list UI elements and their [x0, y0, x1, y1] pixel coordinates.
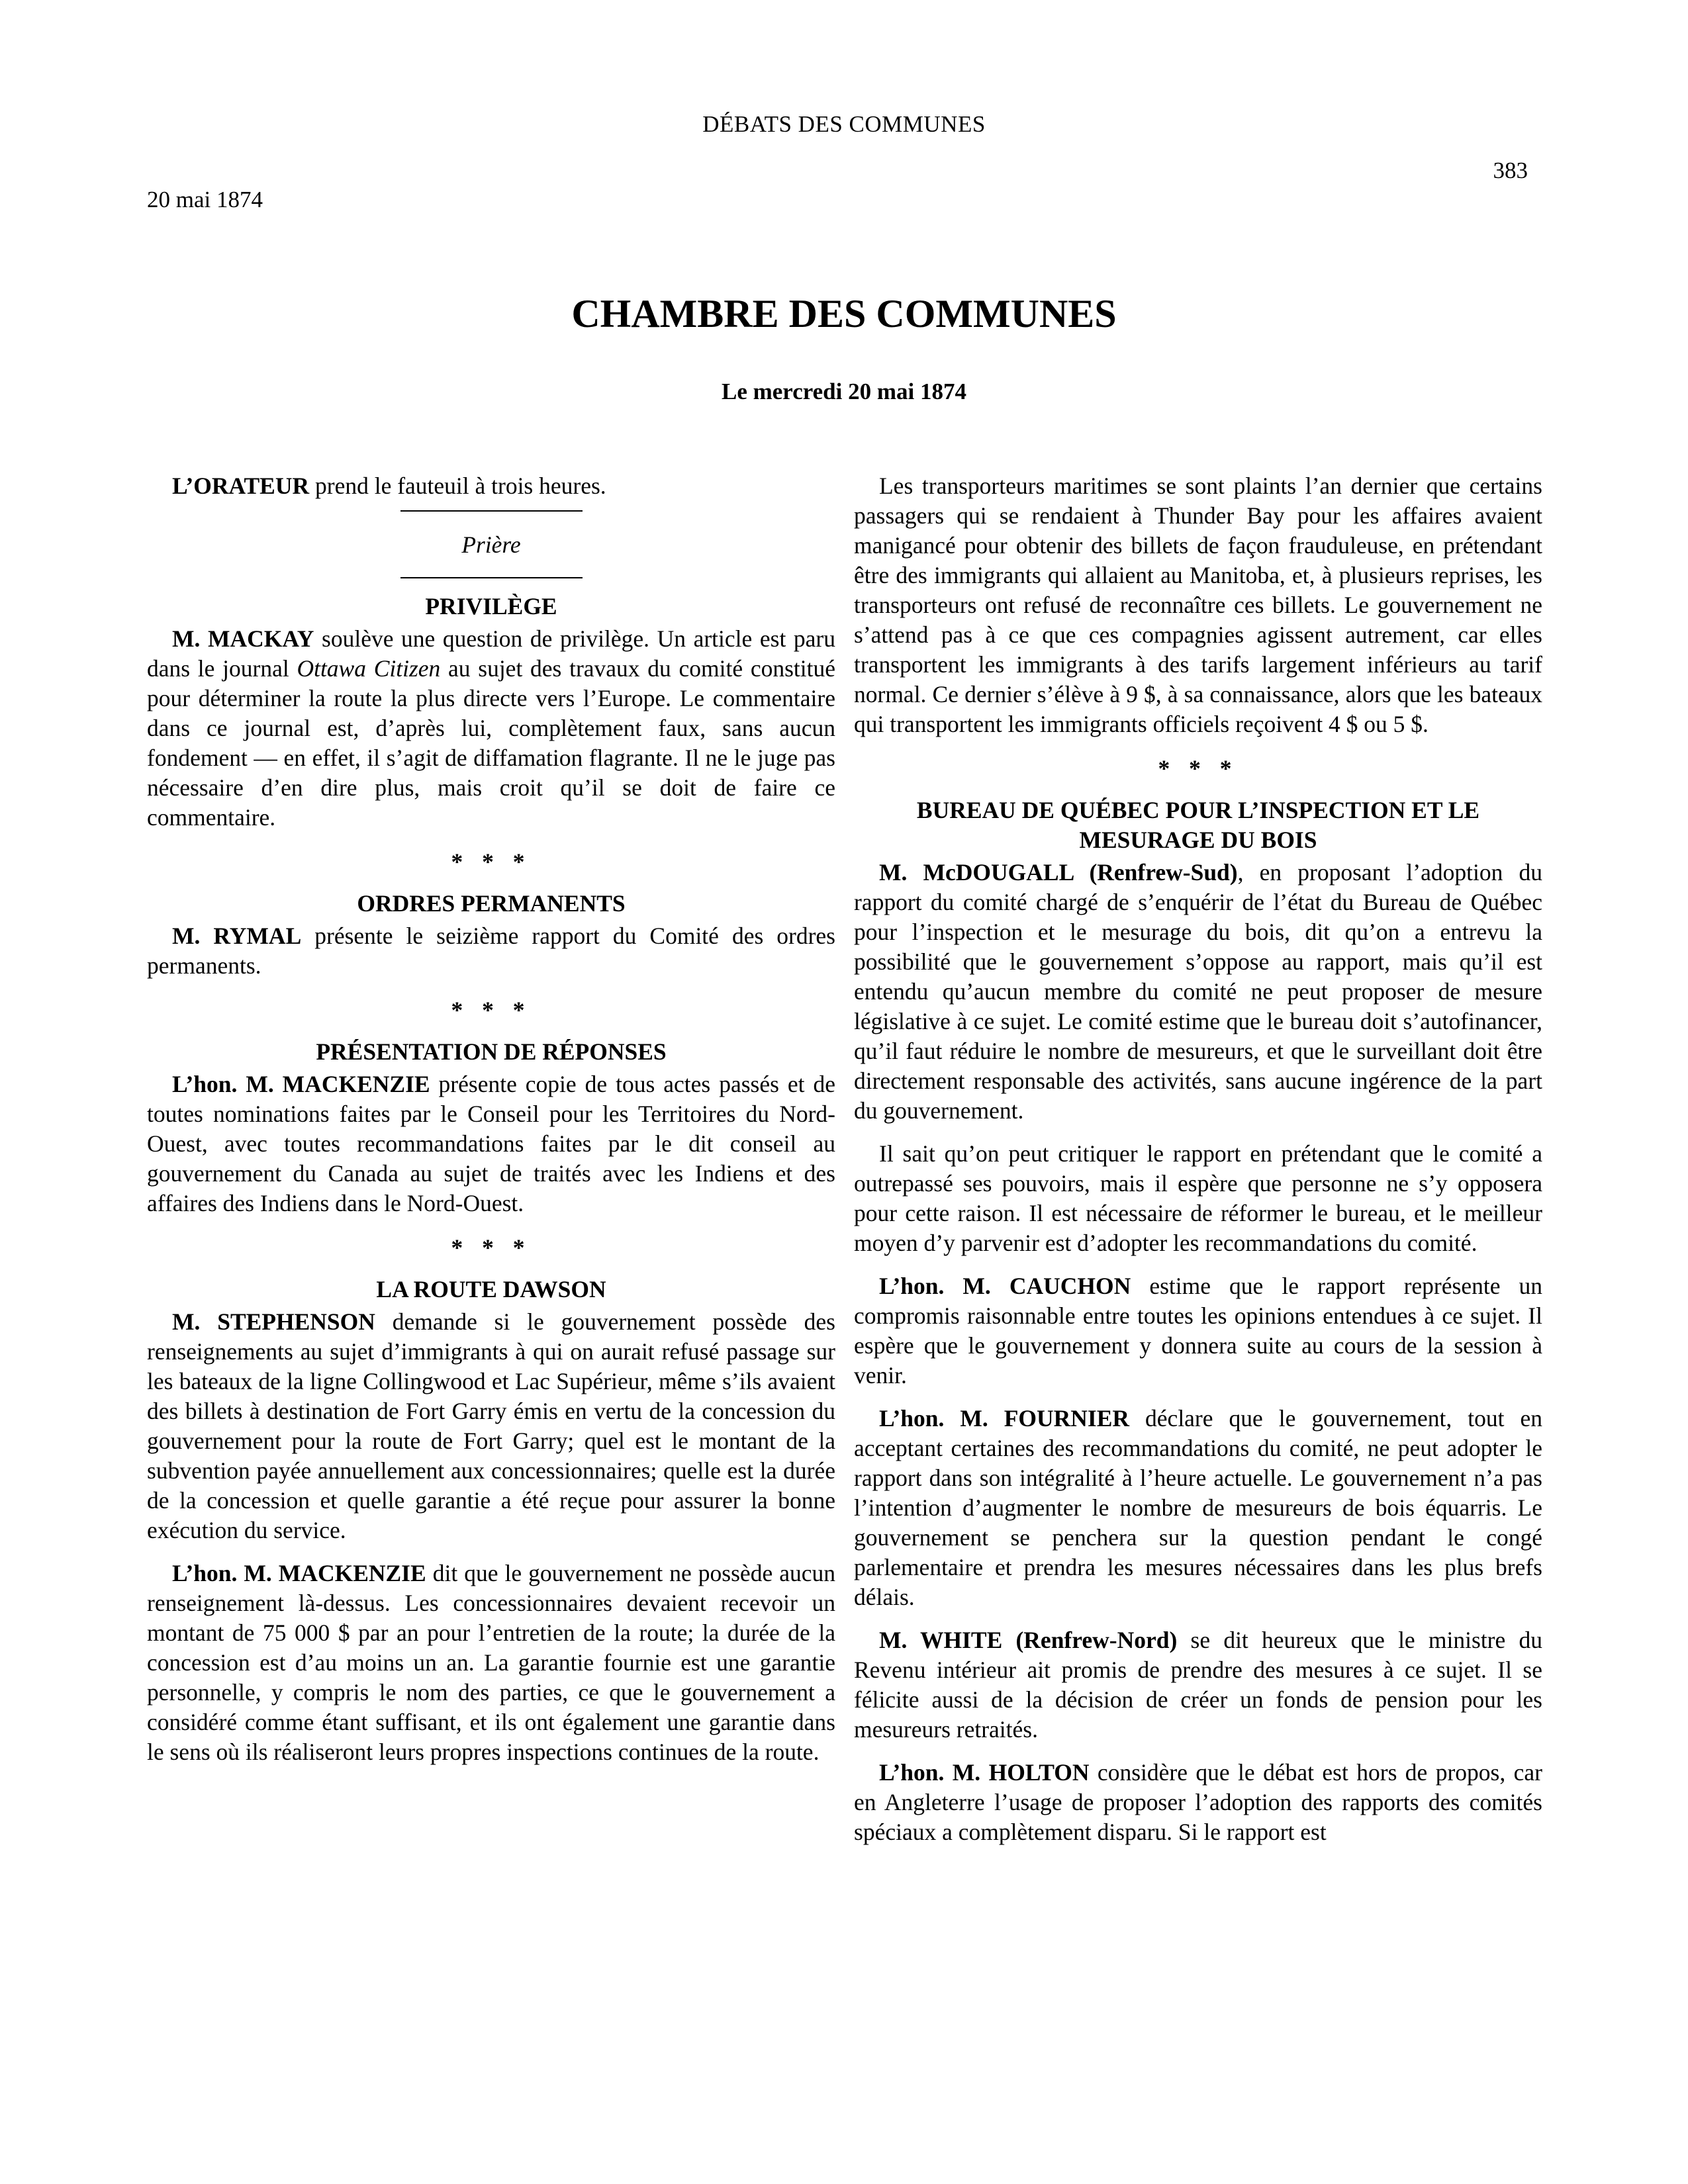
paragraph-text: présente copie de tous actes passés et de toutes nominations faites par le Conseil pour les Territoires du Nord-Ouest, avec toutes recommandations faites par le dit conseil au gouvernement du Canada au sujet de traités avec les Indiens et des affaires des Indiens dans le Nord-Ouest. — [147, 1071, 835, 1216]
speaker-name: L’hon. M. FOURNIER — [879, 1405, 1130, 1432]
page-date: 20 mai 1874 — [147, 187, 263, 212]
paragraph-text: présente le seizième rapport du Comité des ordres permanents. — [147, 923, 835, 979]
speaker-name: M. RYMAL — [172, 923, 302, 949]
paragraph — [147, 1559, 835, 1767]
paragraph-text: considère que le débat est hors de propos, car en Angleterre l’usage de proposer l’adoption des rapports des comités spéciaux a complètement disparu. Si le rapport est — [854, 1759, 1542, 1845]
section-separator: * * * — [451, 848, 532, 875]
page-number: 383 — [1493, 158, 1528, 183]
paragraph — [147, 1307, 835, 1545]
paragraph — [854, 471, 1542, 739]
newspaper-title: Ottawa Citizen — [297, 655, 441, 682]
speaker-name: L’hon. M. MACKENZIE — [172, 1560, 426, 1586]
paragraph-text: estime que le rapport représente un compromis raisonnable entre toutes les opinions entendues à ce sujet. Il espère que le gouvernement y donnera suite au cours de la session à venir. — [854, 1273, 1542, 1388]
section-heading: PRÉSENTATION DE RÉPONSES — [316, 1038, 667, 1065]
section-heading: LA ROUTE DAWSON — [376, 1276, 606, 1302]
section-heading: PRIVILÈGE — [425, 593, 557, 619]
prayer-label: Prière — [461, 531, 521, 558]
speaker-name: L’hon. M. HOLTON — [879, 1759, 1090, 1786]
paragraph-text: Les transporteurs maritimes se sont plaints l’an dernier que certains passagers qui se rendaient à Thunder Bay pour les affaires avaient manigancé pour obtenir des billets de façon frauduleuse, en prétendant être des immigrants qui allaient au Manitoba, et, à plusieurs reprises, les transporteurs ont refusé de reconnaître ces billets. Le gouvernement ne s’attend pas à ce que ces compagnies agissent autrement, car elles transportent les immigrants à des tarifs largement inférieurs au tarif normal. Ce dernier s’élève à 9 $, à sa connaissance, alors que les bateaux qui transportent les immigrants officiels reçoivent 4 $ ou 5 $. — [854, 473, 1542, 737]
section-separator: * * * — [1158, 755, 1239, 782]
speaker-name: L’ORATEUR — [172, 473, 310, 499]
paragraph-text: au sujet des travaux du comité constitué pour déterminer la route la plus directe vers l’Europe. Le commentaire dans ce journal est, d’après lui, complètement faux, sans aucun fondement — en effet, il s’agit de diffamation flagrante. Il ne le juge pas nécessaire d’en dire plus, mais croit qu’il se doit de faire ce commentaire. — [147, 655, 835, 831]
opening-paragraph — [147, 471, 835, 501]
speaker-name: M. STEPHENSON — [172, 1308, 375, 1335]
paragraph — [147, 624, 835, 833]
section-separator: * * * — [451, 1234, 532, 1261]
paragraph — [854, 1404, 1542, 1612]
paragraph-text: soulève une question de privilège. Un article est paru dans le journal — [147, 625, 835, 682]
paragraph-text: prend le fauteuil à trois heures. — [309, 473, 606, 499]
paragraph-text: déclare que le gouvernement, tout en acceptant certaines des recommandations du comité, ne peut adopter le rapport dans son intégralité à l’heure actuelle. Le gouvernement n’a pas l’intention d’augmenter le nombre de mesureurs de bois équarris. Le gouvernement se penchera sur la question pendant le congé parlementaire et prendra les mesures nécessaires dans les plus brefs délais. — [854, 1405, 1543, 1610]
right-column — [854, 471, 1542, 1847]
paragraph-text: , en proposant l’adoption du rapport du comité chargé de s’enquérir de l’état du Bureau de Québec pour l’inspection et le mesurage du bois, dit qu’on a entrevu la possibilité que le gouvernement s’oppose au rapport, mais qu’il est entendu qu’aucun membre du comité ne peut proposer de mesure législative à ce sujet. Le comité estime que le bureau doit s’autofinancer, qu’il faut réduire le nombre de mesureurs, et que le surveillant doit être directement responsable des activités, sans aucune ingérence de la part du gouvernement. — [854, 859, 1542, 1124]
page-title: CHAMBRE DES COMMUNES — [571, 292, 1117, 336]
paragraph-text: Il sait qu’on peut critiquer le rapport en prétendant que le comité a outrepassé ses pouvoirs, mais il espère que personne ne s’y opposera pour cette raison. Il est nécessaire de réformer le bureau, et le meilleur moyen d’y parvenir est d’adopter les recommandations du comité. — [854, 1140, 1542, 1256]
paragraph — [854, 1625, 1542, 1745]
section-heading: BUREAU DE QUÉBEC POUR L’INSPECTION ET LE MESURAGE DU BOIS — [916, 797, 1480, 853]
paragraph — [854, 1271, 1542, 1390]
paragraph — [147, 921, 835, 981]
paragraph — [854, 1758, 1542, 1847]
paragraph — [854, 858, 1542, 1126]
divider-rule — [400, 577, 583, 578]
paragraph-text: dit que le gouvernement ne possède aucun renseignement là-dessus. Les concessionnaires devaient recevoir un montant de 75 000 $ par an pour l’entretien de la route; la durée de la concession est d’au moins un an. La garantie fournie est une garantie personnelle, y compris le nom des parties, ce que le gouvernement a considéré comme étant suffisant, et ils ont également une garantie dans le sens où ils réaliseront leurs propres inspections continues de la route. — [147, 1560, 835, 1765]
speaker-name: M. WHITE (Renfrew-Nord) — [879, 1627, 1178, 1653]
running-head: DÉBATS DES COMMUNES — [702, 111, 986, 137]
left-column — [147, 471, 835, 1767]
paragraph-text: se dit heureux que le ministre du Revenu intérieur ait promis de prendre des mesures à ce sujet. Il se félicite aussi de la décision de créer un fonds de pension pour les mesureurs retraités. — [854, 1627, 1542, 1743]
speaker-name: L’hon. M. CAUCHON — [879, 1273, 1131, 1299]
speaker-name: M. McDOUGALL (Renfrew-Sud) — [879, 859, 1238, 886]
paragraph — [147, 1069, 835, 1218]
paragraph — [854, 1139, 1542, 1258]
speaker-name: L’hon. M. MACKENZIE — [172, 1071, 430, 1097]
speaker-name: M. MACKAY — [172, 625, 314, 652]
section-heading: ORDRES PERMANENTS — [357, 890, 626, 917]
section-separator: * * * — [451, 997, 532, 1023]
paragraph-text: demande si le gouvernement possède des renseignements au sujet d’immigrants à qui on aurait refusé passage sur les bateaux de la ligne Collingwood et Lac Supérieur, même s’ils avaient des billets à destination de Fort Garry émis en vertu de la concession du gouvernement pour la route de Fort Garry; quel est le montant de la subvention payée annuellement aux concessionnaires; quelle est la durée de la concession et quelle garantie a été reçue pour assurer la bonne exécution du service. — [147, 1308, 835, 1543]
sitting-date: Le mercredi 20 mai 1874 — [721, 379, 966, 404]
divider-rule — [400, 510, 583, 512]
